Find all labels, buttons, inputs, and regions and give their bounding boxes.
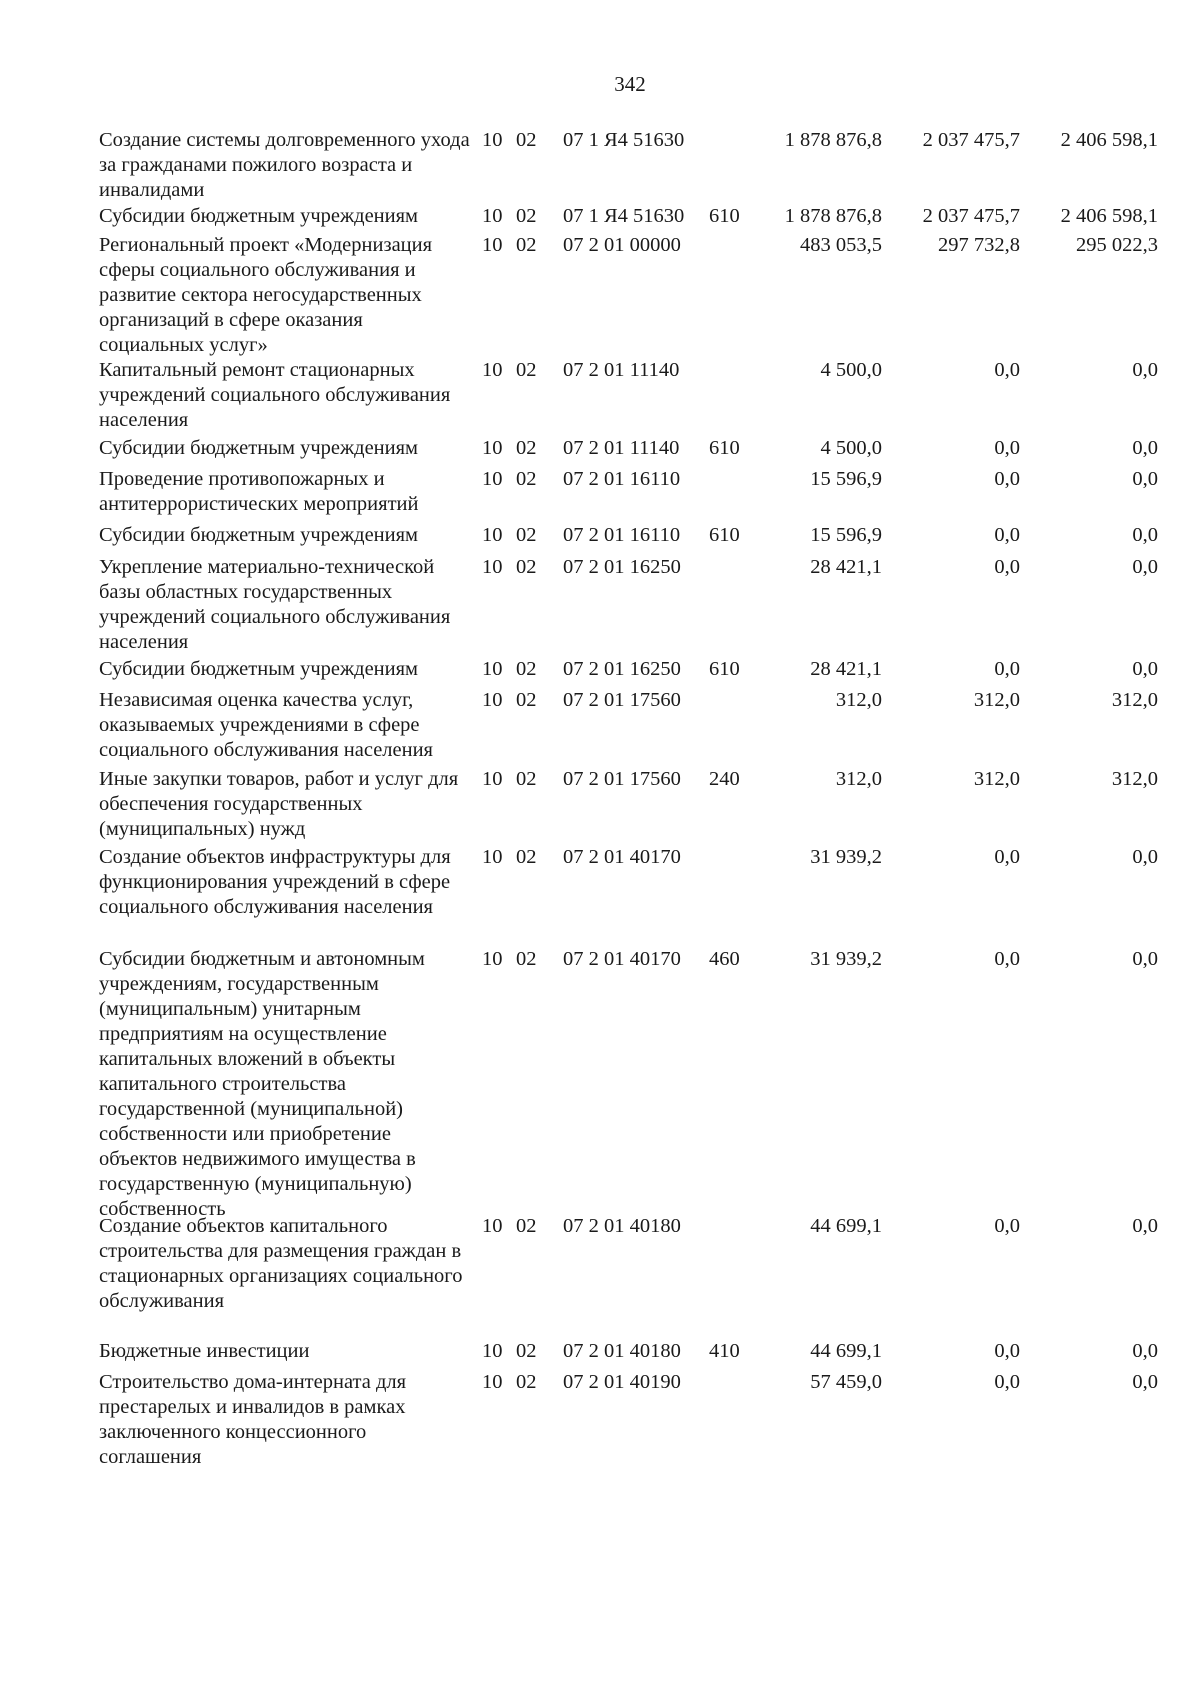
row-target-article: 07 2 01 16110 [563, 524, 681, 546]
row-expense-type: 460 [709, 948, 740, 970]
row-amount-year1: 312,0 [835, 768, 882, 790]
row-amount-year3: 2 406 598,1 [1060, 129, 1158, 151]
row-amount-year3: 0,0 [1132, 359, 1158, 381]
row-subsection: 02 [516, 658, 537, 680]
row-amount-year3: 0,0 [1132, 437, 1158, 459]
row-subsection: 02 [516, 689, 537, 711]
row-subsection: 02 [516, 524, 537, 546]
row-amount-year3: 0,0 [1132, 1371, 1158, 1393]
row-section: 10 [482, 768, 503, 790]
row-amount-year3: 295 022,3 [1076, 234, 1158, 256]
row-section: 10 [482, 1371, 503, 1393]
row-amount-year1: 31 939,2 [810, 846, 882, 868]
row-amount-year1: 28 421,1 [810, 658, 882, 680]
row-section: 10 [482, 524, 503, 546]
row-amount-year3: 0,0 [1132, 1215, 1158, 1237]
row-section: 10 [482, 359, 503, 381]
row-amount-year1: 1 878 876,8 [784, 205, 882, 227]
row-target-article: 07 1 Я4 51630 [563, 129, 685, 151]
row-amount-year2: 0,0 [994, 437, 1020, 459]
row-name: Укрепление материально-технической базы областных государственных учреждений социального обслуживания населения [99, 556, 451, 653]
row-amount-year3: 0,0 [1132, 948, 1158, 970]
row-amount-year3: 0,0 [1132, 556, 1158, 578]
row-name: Капитальный ремонт стационарных учреждений социального обслуживания населения [99, 359, 451, 431]
row-target-article: 07 2 01 17560 [563, 768, 681, 790]
row-section: 10 [482, 437, 503, 459]
row-name: Создание объектов капитального строительства для размещения граждан в стационарных организациях социального обслуживания [99, 1215, 463, 1312]
row-subsection: 02 [516, 205, 537, 227]
row-amount-year2: 0,0 [994, 1371, 1020, 1393]
row-section: 10 [482, 205, 503, 227]
row-subsection: 02 [516, 437, 537, 459]
row-target-article: 07 2 01 11140 [563, 359, 680, 381]
row-amount-year2: 0,0 [994, 359, 1020, 381]
row-subsection: 02 [516, 556, 537, 578]
row-amount-year1: 44 699,1 [810, 1215, 882, 1237]
row-section: 10 [482, 658, 503, 680]
row-expense-type: 610 [709, 658, 740, 680]
row-name: Независимая оценка качества услуг, оказываемых учреждениями в сфере социального обслуживания населения [99, 689, 433, 761]
row-amount-year2: 0,0 [994, 524, 1020, 546]
row-name: Региональный проект «Модернизация сферы социального обслуживания и развитие сектора негосударственных организаций в сфере оказания социальных услуг» [99, 234, 433, 356]
row-amount-year2: 297 732,8 [938, 234, 1020, 256]
row-subsection: 02 [516, 234, 537, 256]
row-expense-type: 240 [709, 768, 740, 790]
row-amount-year2: 2 037 475,7 [922, 205, 1020, 227]
row-amount-year1: 31 939,2 [810, 948, 882, 970]
row-amount-year1: 4 500,0 [820, 359, 882, 381]
row-amount-year2: 312,0 [973, 689, 1020, 711]
row-amount-year1: 483 053,5 [800, 234, 882, 256]
row-amount-year1: 4 500,0 [820, 437, 882, 459]
row-amount-year3: 312,0 [1111, 768, 1158, 790]
row-subsection: 02 [516, 468, 537, 490]
row-target-article: 07 2 01 40180 [563, 1215, 681, 1237]
row-subsection: 02 [516, 359, 537, 381]
row-section: 10 [482, 948, 503, 970]
row-expense-type: 610 [709, 437, 740, 459]
row-amount-year2: 0,0 [994, 1340, 1020, 1362]
row-amount-year2: 0,0 [994, 846, 1020, 868]
row-section: 10 [482, 1215, 503, 1237]
row-subsection: 02 [516, 846, 537, 868]
row-expense-type: 610 [709, 205, 740, 227]
row-subsection: 02 [516, 1340, 537, 1362]
row-amount-year3: 312,0 [1111, 689, 1158, 711]
row-amount-year2: 0,0 [994, 1215, 1020, 1237]
row-target-article: 07 2 01 16110 [563, 468, 681, 490]
row-amount-year2: 2 037 475,7 [922, 129, 1020, 151]
row-amount-year2: 0,0 [994, 948, 1020, 970]
row-section: 10 [482, 234, 503, 256]
row-target-article: 07 2 01 40180 [563, 1340, 681, 1362]
row-amount-year3: 0,0 [1132, 524, 1158, 546]
row-amount-year3: 2 406 598,1 [1060, 205, 1158, 227]
row-section: 10 [482, 468, 503, 490]
row-amount-year3: 0,0 [1132, 846, 1158, 868]
row-amount-year1: 1 878 876,8 [784, 129, 882, 151]
row-subsection: 02 [516, 948, 537, 970]
row-target-article: 07 2 01 16250 [563, 658, 681, 680]
row-amount-year1: 15 596,9 [810, 524, 882, 546]
row-amount-year1: 312,0 [835, 689, 882, 711]
row-target-article: 07 1 Я4 51630 [563, 205, 685, 227]
row-amount-year1: 57 459,0 [810, 1371, 882, 1393]
row-name: Создание объектов инфраструктуры для функционирования учреждений в сфере социального обслуживания населения [99, 846, 451, 918]
row-section: 10 [482, 1340, 503, 1362]
row-name: Субсидии бюджетным учреждениям [99, 524, 419, 546]
row-amount-year1: 15 596,9 [810, 468, 882, 490]
row-expense-type: 410 [709, 1340, 740, 1362]
row-target-article: 07 2 01 16250 [563, 556, 681, 578]
row-expense-type: 610 [709, 524, 740, 546]
row-name: Бюджетные инвестиции [99, 1340, 310, 1362]
row-section: 10 [482, 556, 503, 578]
row-target-article: 07 2 01 00000 [563, 234, 681, 256]
row-amount-year3: 0,0 [1132, 468, 1158, 490]
row-name: Иные закупки товаров, работ и услуг для обеспечения государственных (муниципальных) нужд [99, 768, 459, 840]
row-amount-year2: 0,0 [994, 468, 1020, 490]
row-name: Проведение противопожарных и антитеррористических мероприятий [99, 468, 419, 515]
row-subsection: 02 [516, 129, 537, 151]
row-name: Создание системы долговременного ухода за гражданами пожилого возраста и инвалидами [99, 129, 470, 201]
row-section: 10 [482, 689, 503, 711]
row-name: Строительство дома-интерната для престарелых и инвалидов в рамках заключенного концессионного соглашения [99, 1371, 407, 1468]
row-amount-year2: 312,0 [973, 768, 1020, 790]
row-amount-year3: 0,0 [1132, 658, 1158, 680]
row-target-article: 07 2 01 40170 [563, 846, 681, 868]
row-name: Субсидии бюджетным учреждениям [99, 658, 419, 680]
row-amount-year3: 0,0 [1132, 1340, 1158, 1362]
row-name: Субсидии бюджетным и автономным учреждениям, государственным (муниципальным) унитарным предприятиям на осуществление капитальных вложений в объекты капитального строительства государственной (муниципальной) собственности или приобретение объектов недвижимого имущества в государственную (муниципальную) собственность [99, 948, 425, 1220]
row-subsection: 02 [516, 1215, 537, 1237]
row-name: Субсидии бюджетным учреждениям [99, 205, 419, 227]
row-name: Субсидии бюджетным учреждениям [99, 437, 419, 459]
row-target-article: 07 2 01 40190 [563, 1371, 681, 1393]
row-amount-year1: 28 421,1 [810, 556, 882, 578]
row-subsection: 02 [516, 1371, 537, 1393]
row-amount-year1: 44 699,1 [810, 1340, 882, 1362]
row-amount-year2: 0,0 [994, 556, 1020, 578]
row-target-article: 07 2 01 17560 [563, 689, 681, 711]
row-amount-year2: 0,0 [994, 658, 1020, 680]
row-section: 10 [482, 846, 503, 868]
row-target-article: 07 2 01 11140 [563, 437, 680, 459]
row-section: 10 [482, 129, 503, 151]
row-subsection: 02 [516, 768, 537, 790]
row-target-article: 07 2 01 40170 [563, 948, 681, 970]
page-number: 342 [614, 72, 646, 96]
